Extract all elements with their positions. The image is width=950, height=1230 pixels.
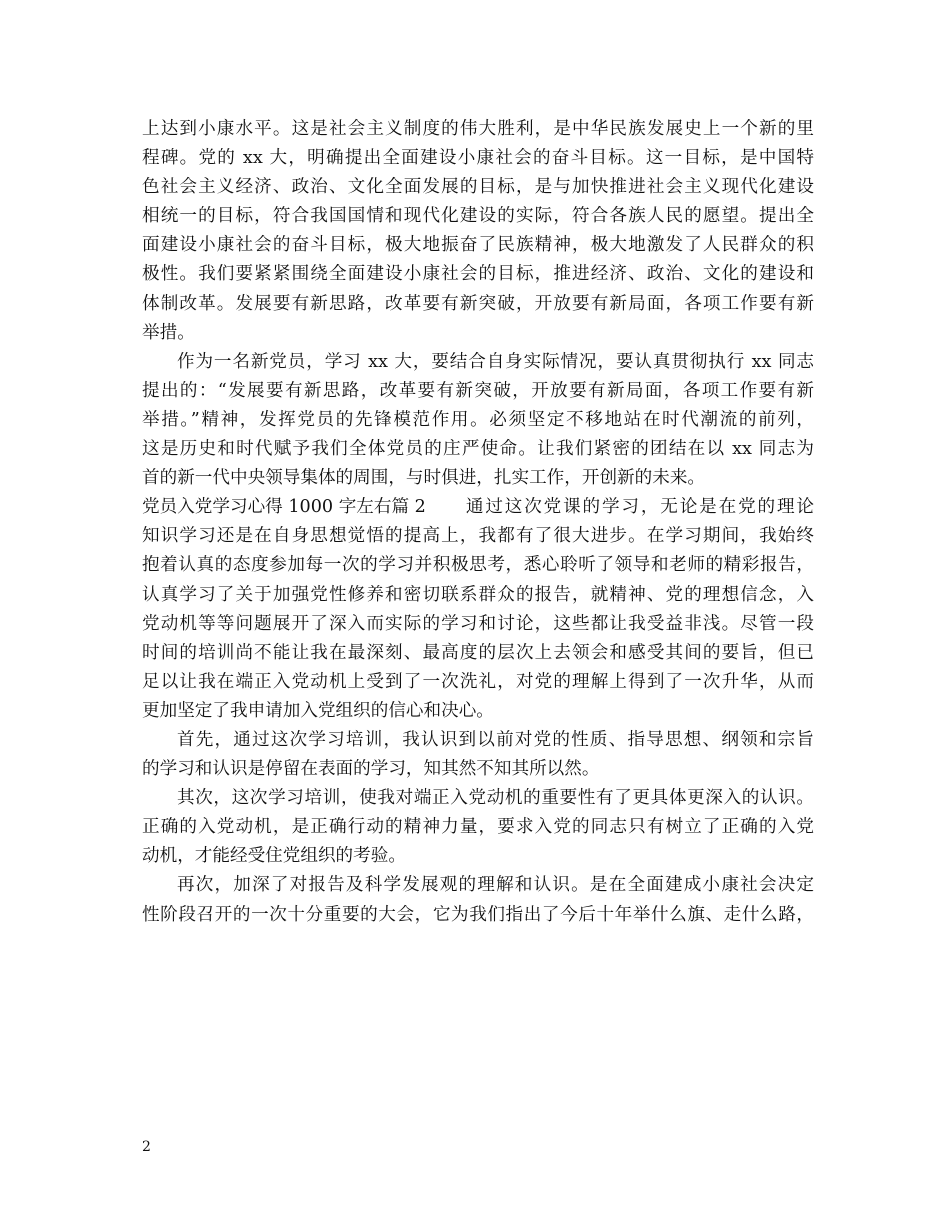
text-line: 足以让我在端正入党动机上受到了一次洗礼，对党的理解上得到了一次升华，从而 xyxy=(142,671,814,692)
text-line: 色社会主义经济、政治、文化全面发展的目标，是与加快推进社会主义现代化建设 xyxy=(142,177,814,198)
section-heading: 党员入党学习心得 1000 字左右篇 2 xyxy=(142,497,426,518)
text-line: 其次，这次学习培训，使我对端正入党动机的重要性有了更具体更深入的认识。 xyxy=(177,788,814,809)
text-line: 体制改革。发展要有新思路，改革要有新突破，开放要有新局面，各项工作要有新 xyxy=(142,293,814,314)
text-line: 的学习和认识是停留在表面的学习，知其然不知其所以然。 xyxy=(142,759,600,780)
text-line: 相统一的目标，符合我国国情和现代化建设的实际，符合各族人民的愿望。提出全 xyxy=(142,206,814,227)
text-line: 提出的：“发展要有新思路，改革要有新突破，开放要有新局面，各项工作要有新 xyxy=(142,380,814,401)
text-line: 这是历史和时代赋予我们全体党员的庄严使命。让我们紧密的团结在以 xx 同志为 xyxy=(142,439,814,460)
text-line: 举措。”精神，发挥党员的先锋模范作用。必须坚定不移地站在时代潮流的前列， xyxy=(142,409,814,430)
section-heading-continuation: 通过这次党课的学习，无论是在党的理论 xyxy=(465,497,814,518)
text-line: 上达到小康水平。这是社会主义制度的伟大胜利，是中华民族发展史上一个新的里 xyxy=(142,119,814,139)
paragraph-block-1 xyxy=(142,115,814,493)
text-line: 首先，通过这次学习培训，我认识到以前对党的性质、指导思想、纲领和宗旨 xyxy=(177,729,814,750)
text-line: 程碑。党的 xx 大，明确提出全面建设小康社会的奋斗目标。这一目标，是中国特 xyxy=(142,148,814,169)
document-body xyxy=(142,115,814,930)
text-line: 党动机等等问题展开了深入而实际的学习和讨论，这些都让我受益非浅。尽管一段 xyxy=(142,613,814,634)
text-line: 作为一名新党员，学习 xx 大，要结合自身实际情况，要认真贯彻执行 xx 同志 xyxy=(177,351,814,372)
section-heading-line xyxy=(142,493,814,522)
text-line: 正确的入党动机，是正确行动的精神力量，要求入党的同志只有树立了正确的入党 xyxy=(142,817,814,838)
paragraph-block-2 xyxy=(142,522,814,929)
text-line: 首的新一代中央领导集体的周围，与时俱进，扎实工作，开创新的未来。 xyxy=(142,468,706,489)
text-line: 认真学习了关于加强党性修养和密切联系群众的报告，就精神、党的理想信念，入 xyxy=(142,584,814,605)
text-line: 抱着认真的态度参加每一次的学习并积极思考，悉心聆听了领导和老师的精彩报告， xyxy=(142,555,814,576)
text-line: 极性。我们要紧紧围绕全面建设小康社会的目标，推进经济、政治、文化的建设和 xyxy=(142,264,814,285)
page-number: 2 xyxy=(142,1139,151,1155)
text-line: 知识学习还是在自身思想觉悟的提高上，我都有了很大进步。在学习期间，我始终 xyxy=(142,526,814,547)
text-line: 更加坚定了我申请加入党组织的信心和决心。 xyxy=(142,700,494,721)
text-line: 动机，才能经受住党组织的考验。 xyxy=(142,846,406,867)
text-line: 面建设小康社会的奋斗目标，极大地振奋了民族精神，极大地激发了人民群众的积 xyxy=(142,235,814,256)
text-line: 时间的培训尚不能让我在最深刻、最高度的层次上去领会和感受其间的要旨，但已 xyxy=(142,642,814,663)
text-line: 性阶段召开的一次十分重要的大会，它为我们指出了今后十年举什么旗、走什么路， xyxy=(142,904,814,925)
text-line: 举措。 xyxy=(142,322,195,343)
text-line: 再次，加深了对报告及科学发展观的理解和认识。是在全面建成小康社会决定 xyxy=(177,875,814,896)
